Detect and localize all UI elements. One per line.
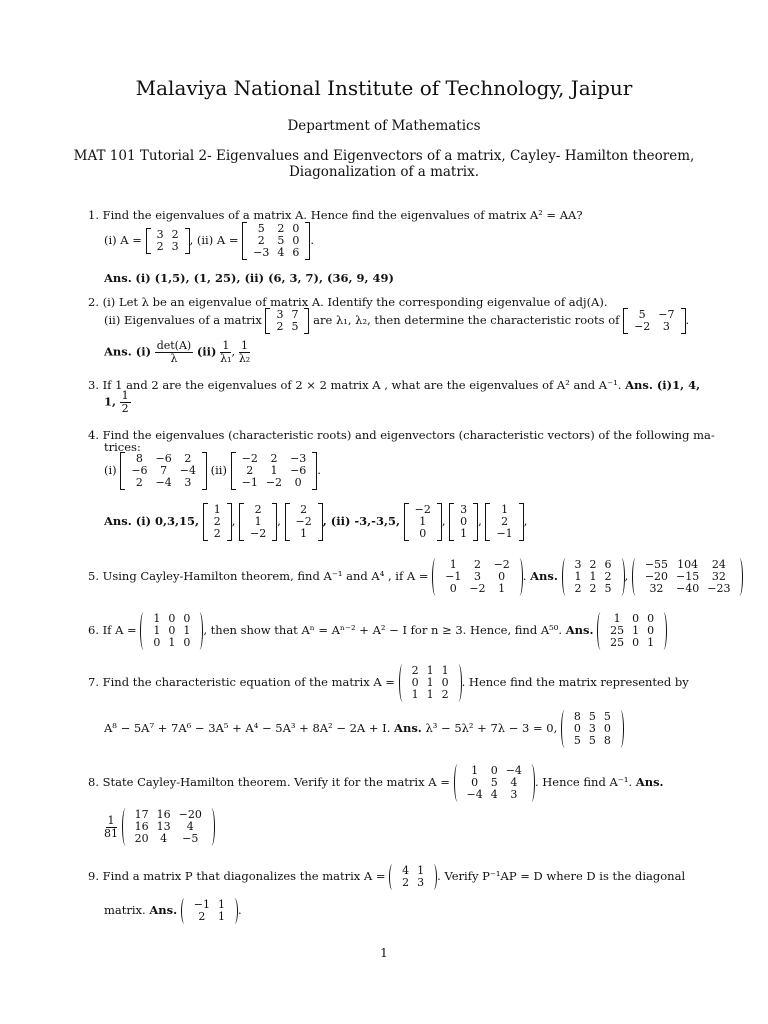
- vector: 1 2 −1: [485, 503, 523, 541]
- question-4-matrices: (i) 8 −6 2 −6 7 −4 2 −4 3 (ii) −2 2 −3 2 1 −6 −1 −2 0 .: [104, 452, 321, 489]
- vector: 2 1 −2: [239, 503, 277, 541]
- question-3-answer-cont: 1, $\frac{1}{2}$: [104, 389, 129, 415]
- matrix: 5 2 0 2 5 0 −3 4 6: [242, 222, 310, 260]
- institute-title: Malaviya National Institute of Technology, Jaipur: [135, 76, 633, 100]
- matrix: −2 2 −3 2 1 −6 −1 −2 0: [231, 452, 318, 490]
- matrix: 1 0 0 1 0 1 0 1 0: [140, 612, 203, 650]
- matrix: 3 2 6 1 1 2 2 2 5: [562, 558, 625, 596]
- question-5: 5. Using Cayley-Hamilton theorem, find A⁻¹ and A⁴ , if A = 1 2 −2 −1 3 0 0 −2 1 . Ans. 3 2 6 1 1 2 2 2 5 , −55 104 24 −20 −15 32 32 −40 −23: [88, 558, 743, 596]
- matrix: 1 2 −2 −1 3 0 0 −2 1: [432, 558, 523, 596]
- matrix: 4 1 2 3: [389, 864, 437, 890]
- question-8: 8. State Cayley-Hamilton theorem. Verify it for the matrix A = 1 0 −4 0 5 4 −4 4 3 . Hence find A⁻¹. Ans.: [88, 764, 664, 801]
- question-2-part-ii: (ii) Eigenvalues of a matrix 3 7 2 5 are λ₁, λ₂, then determine the characteristic roots of 5 −7 −2 3 .: [104, 308, 690, 333]
- question-1-answer: Ans. (i) (1,5), (1, 25), (ii) (6, 3, 7), (36, 9, 49): [104, 271, 394, 285]
- matrix: 8 5 5 0 3 0 5 5 8: [561, 710, 624, 748]
- question-7-cont: A⁸ − 5A⁷ + 7A⁶ − 3A⁵ + A⁴ − 5A³ + 8A² − 2A + I. Ans. λ³ − 5λ² + 7λ − 3 = 0, 8 5 5 0 3 0 5 5 8: [104, 710, 624, 748]
- matrix: 17 16 −20 16 13 4 20 4 −5: [122, 808, 215, 846]
- question-2: 2. (i) Let λ be an eigenvalue of matrix A. Identify the corresponding eigenvalue of adj(A).: [88, 295, 608, 309]
- question-9-answer: matrix. Ans. −1 1 2 1 .: [104, 898, 242, 923]
- department-title: Department of Mathematics: [287, 118, 481, 134]
- matrix: −1 1 2 1: [181, 898, 238, 924]
- question-3: 3. If 1 and 2 are the eigenvalues of 2 × 2 matrix A , what are the eigenvalues of A² and A⁻¹. Ans. (i)1, 4,: [88, 378, 701, 392]
- matrix: 8 −6 2 −6 7 −4 2 −4 3: [120, 452, 207, 490]
- question-8-answer: $\frac{1}{81}$ 17 16 −20 16 13 4 20 4 −5: [104, 808, 215, 846]
- vector: 1 2 2: [203, 503, 232, 541]
- question-1-matrices: (i) A = 3 2 2 3 , (ii) A = 5 2 0 2 5 0 −3 4 6 .: [104, 222, 314, 259]
- tutorial-subject: MAT 101 Tutorial 2- Eigenvalues and Eigenvectors of a matrix, Cayley- Hamilton theorem, Diagonalization of a matrix.: [73, 148, 695, 180]
- matrix: −55 104 24 −20 −15 32 32 −40 −23: [632, 558, 744, 596]
- vector: 2 −2 1: [285, 503, 323, 541]
- question-2-answer: Ans. (i) $\frac{\det(A)}{\lambda}$ (ii) $\frac{1}{\text{λ₁}}$ , $\frac{1}{\text{λ₂}}$: [104, 339, 251, 365]
- matrix: 3 2 2 3: [146, 228, 190, 254]
- matrix: 1 0 −4 0 5 4 −4 4 3: [454, 764, 535, 802]
- question-6: 6. If A = 1 0 0 1 0 1 0 1 0 , then show that Aⁿ = Aⁿ⁻² + A² − I for n ≥ 3. Hence, find A⁵⁰. Ans. 1 0 0 25 1 0 25 0 1: [88, 612, 667, 650]
- question-7: 7. Find the characteristic equation of the matrix A = 2 1 1 0 1 0 1 1 2 . Hence find the matrix represented by: [88, 664, 689, 701]
- vector: 3 0 1: [449, 503, 478, 541]
- vector: −2 1 0: [404, 503, 442, 541]
- matrix: 5 −7 −2 3: [623, 308, 685, 334]
- page-number: 1: [380, 946, 388, 960]
- matrix: 1 0 0 25 1 0 25 0 1: [597, 612, 667, 650]
- question-4: 4. Find the eigenvalues (characteristic roots) and eigenvectors (characteristic vectors) of the following ma-: [88, 428, 715, 442]
- question-9: 9. Find a matrix P that diagonalizes the matrix A = 4 1 2 3 . Verify P⁻¹AP = D where D is the diagonal: [88, 864, 686, 889]
- matrix: 2 1 1 0 1 0 1 1 2: [399, 664, 462, 702]
- question-1: 1. Find the eigenvalues of a matrix A. Hence find the eigenvalues of matrix A² = AA?: [88, 208, 583, 222]
- question-4-answer: Ans. (i) 0,3,15, 1 2 2 , 2 1 −2 , 2 −2 1 , (ii) -3,-3,5, −2 1 0 , 3 0 1 , 1 2 −1 ,: [104, 503, 528, 540]
- question-4-cont: trices:: [104, 440, 141, 454]
- matrix: 3 7 2 5: [265, 308, 309, 334]
